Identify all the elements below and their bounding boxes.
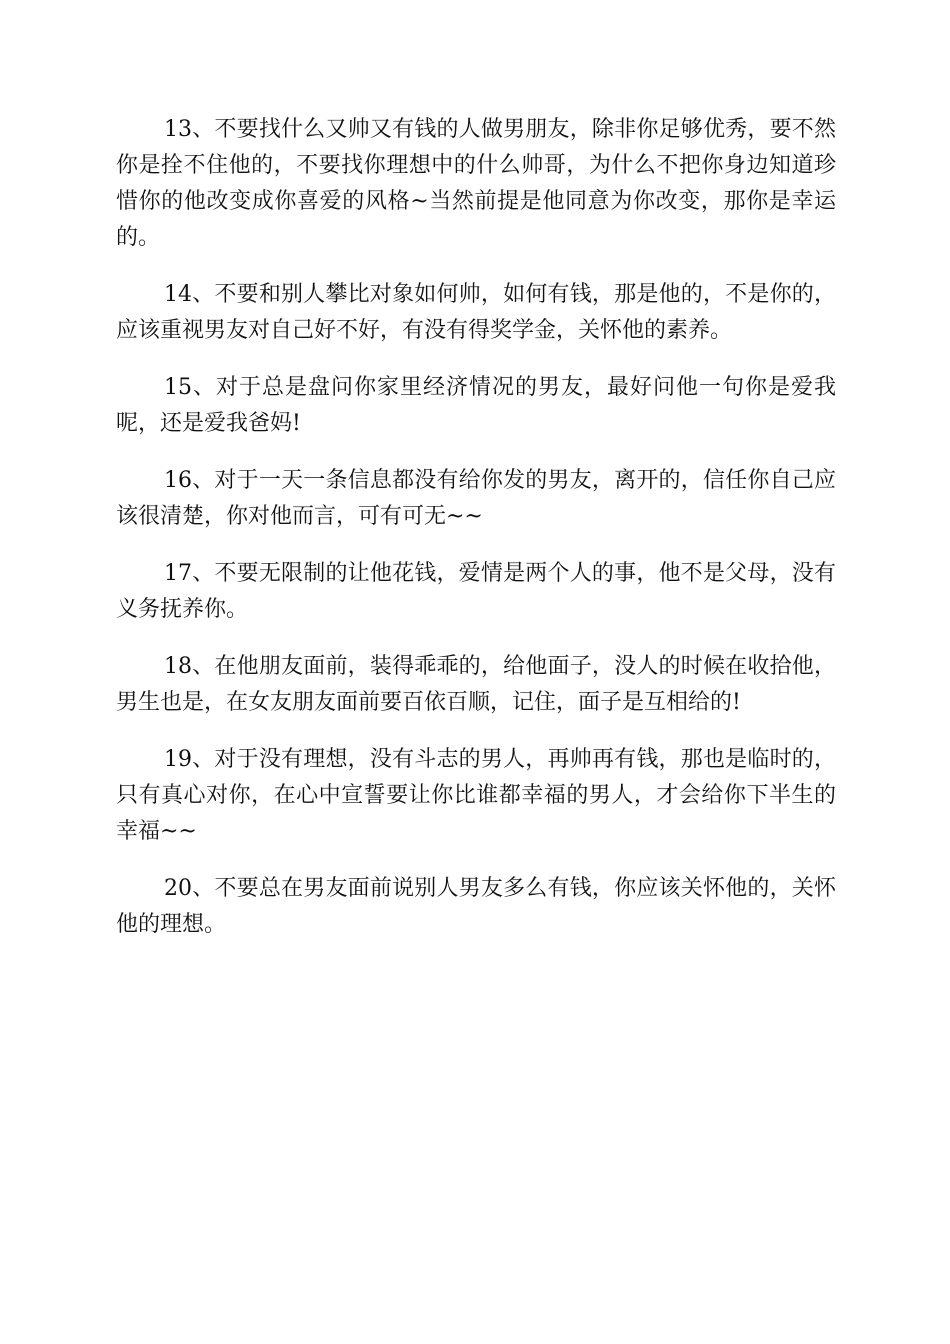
paragraph-17: 17、不要无限制的让他花钱，爱情是两个人的事，他不是父母，没有义务抚养你。 bbox=[116, 561, 836, 622]
paragraph-18: 18、在他朋友面前，装得乖乖的，给他面子，没人的时候在收拾他，男生也是，在女友朋友面前要百依百顺，记住，面子是互相给的! bbox=[116, 654, 836, 715]
paragraph-14: 14、不要和别人攀比对象如何帅，如何有钱，那是他的，不是你的，应该重视男友对自己好不好，有没有得奖学金，关怀他的素养。 bbox=[116, 282, 836, 343]
paragraph-20: 20、不要总在男友面前说别人男友多么有钱，你应该关怀他的，关怀他的理想。 bbox=[116, 876, 836, 937]
paragraph-13: 13、不要找什么又帅又有钱的人做男朋友，除非你足够优秀，要不然你是拴不住他的，不要找你理想中的什么帅哥，为什么不把你身边知道珍惜你的他改变成你喜爱的风格~当然前提是他同意为你改变，那你是幸运的。 bbox=[116, 117, 836, 250]
paragraph-16: 16、对于一天一条信息都没有给你发的男友，离开的，信任你自己应该很清楚，你对他而言，可有可无~~ bbox=[116, 468, 836, 529]
document-body bbox=[116, 112, 836, 964]
paragraph-15: 15、对于总是盘问你家里经济情况的男友，最好问他一句你是爱我呢，还是爱我爸妈! bbox=[116, 375, 836, 436]
paragraph-19: 19、对于没有理想，没有斗志的男人，再帅再有钱，那也是临时的，只有真心对你，在心中宣誓要让你比谁都幸福的男人，才会给你下半生的幸福~~ bbox=[116, 747, 836, 844]
